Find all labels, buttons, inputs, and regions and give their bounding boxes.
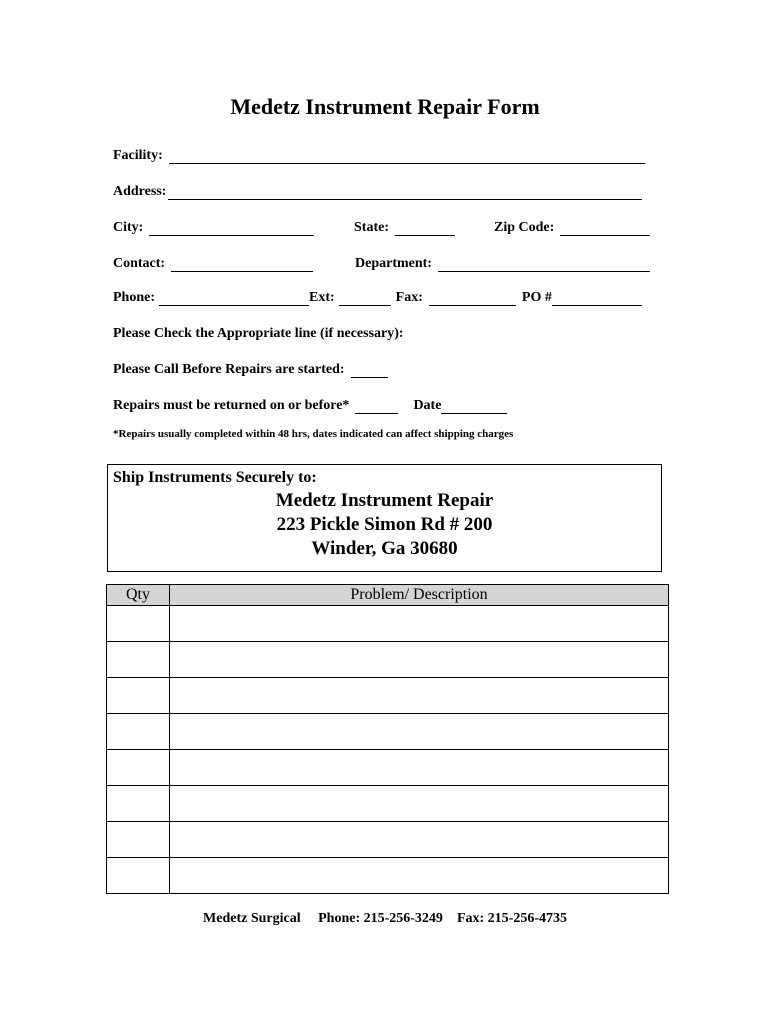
description-header: Problem/ Description — [170, 585, 669, 606]
zip-field[interactable] — [560, 221, 650, 236]
call-before-label: Please Call Before Repairs are started: — [113, 362, 345, 377]
qty-header: Qty — [107, 585, 170, 606]
po-label: PO # — [521, 290, 552, 305]
city-row — [113, 220, 314, 236]
table-row — [107, 714, 669, 750]
ext-label: Ext: — [309, 290, 335, 305]
ship-name: Medetz Instrument Repair — [275, 490, 494, 511]
state-row — [354, 220, 455, 236]
table-row — [107, 642, 669, 678]
qty-cell[interactable] — [107, 750, 170, 786]
description-cell[interactable] — [170, 858, 669, 894]
table-row — [107, 822, 669, 858]
qty-cell[interactable] — [107, 678, 170, 714]
department-label: Department: — [355, 256, 432, 271]
description-cell[interactable] — [170, 786, 669, 822]
facility-row — [113, 148, 645, 164]
city-field[interactable] — [149, 221, 314, 236]
qty-cell[interactable] — [107, 822, 170, 858]
qty-cell[interactable] — [107, 606, 170, 642]
table-header-row — [107, 585, 669, 606]
phone-label: Phone: — [113, 290, 155, 305]
state-field[interactable] — [395, 221, 455, 236]
phone-row — [113, 290, 642, 306]
ship-street: 223 Pickle Simon Rd # 200 — [276, 514, 493, 535]
description-cell[interactable] — [170, 678, 669, 714]
table-row — [107, 750, 669, 786]
description-cell[interactable] — [170, 714, 669, 750]
table-row — [107, 606, 669, 642]
ship-to-box — [107, 464, 662, 572]
footer-fax: Fax: 215-256-4735 — [456, 911, 567, 926]
table-row — [107, 678, 669, 714]
shipping-note: *Repairs usually completed within 48 hrs, dates indicated can affect shipping charges — [113, 428, 514, 440]
state-label: State: — [354, 220, 389, 235]
footer-phone: Phone: 215-256-3249 — [318, 911, 443, 926]
description-cell[interactable] — [170, 642, 669, 678]
ext-field[interactable] — [339, 291, 391, 306]
description-cell[interactable] — [170, 822, 669, 858]
qty-cell[interactable] — [107, 714, 170, 750]
form-title: Medetz Instrument Repair Form — [230, 94, 540, 119]
department-row — [355, 256, 650, 272]
po-field[interactable] — [552, 291, 642, 306]
return-before-field[interactable] — [355, 399, 398, 414]
qty-cell[interactable] — [107, 786, 170, 822]
zip-row — [494, 220, 650, 236]
check-heading: Please Check the Appropriate line (if necessary): — [113, 326, 404, 341]
contact-row — [113, 256, 313, 272]
table-body — [107, 606, 669, 894]
qty-cell[interactable] — [107, 858, 170, 894]
fax-label: Fax: — [395, 290, 423, 305]
contact-label: Contact: — [113, 256, 166, 271]
contact-field[interactable] — [171, 257, 313, 272]
qty-cell[interactable] — [107, 642, 170, 678]
date-label: Date — [413, 398, 442, 413]
facility-field[interactable] — [169, 149, 645, 164]
ship-address — [108, 489, 661, 561]
department-field[interactable] — [438, 257, 650, 272]
fax-field[interactable] — [429, 291, 516, 306]
ship-heading: Ship Instruments Securely to: — [113, 469, 317, 486]
call-before-field[interactable] — [351, 363, 388, 378]
description-cell[interactable] — [170, 750, 669, 786]
footer — [0, 911, 770, 927]
ship-city: Winder, Ga 30680 — [311, 538, 458, 559]
items-table — [106, 584, 669, 894]
address-label: Address: — [113, 184, 167, 199]
return-before-row — [113, 398, 507, 414]
phone-field[interactable] — [159, 291, 309, 306]
address-row — [113, 184, 642, 200]
city-label: City: — [113, 220, 144, 235]
table-row — [107, 858, 669, 894]
description-cell[interactable] — [170, 606, 669, 642]
table-row — [107, 786, 669, 822]
return-before-label: Repairs must be returned on or before* — [113, 398, 350, 413]
footer-company: Medetz Surgical — [203, 911, 301, 926]
date-field[interactable] — [441, 399, 507, 414]
zip-label: Zip Code: — [494, 220, 555, 235]
call-before-row — [113, 362, 388, 378]
address-field[interactable] — [168, 185, 642, 200]
facility-label: Facility: — [113, 148, 163, 163]
